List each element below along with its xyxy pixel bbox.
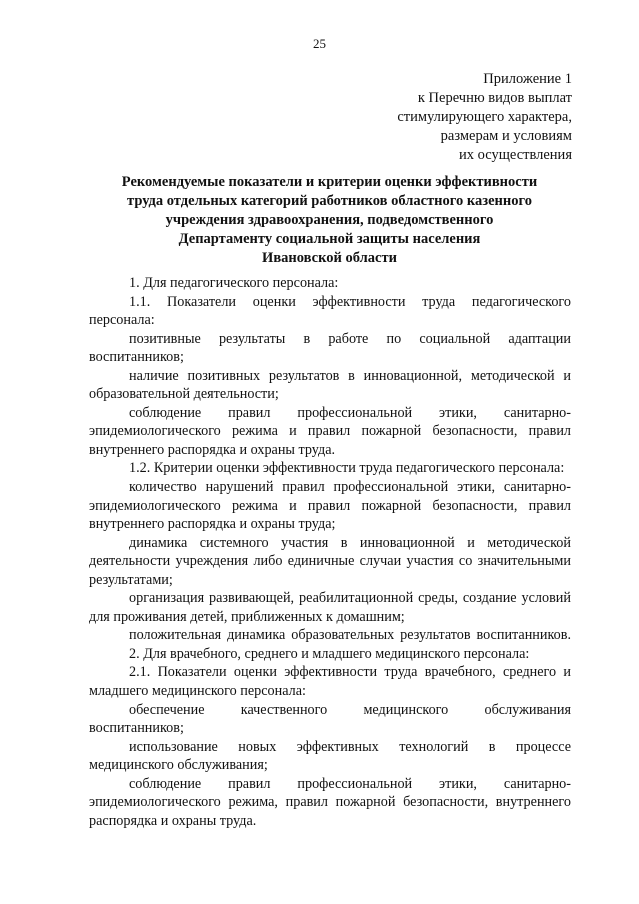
list-item: соблюдение правил профессиональной этики, санитарно-эпидемиологического режима и правил пожарной безопасности, правил внутреннего распорядка и охраны труда. [89,404,571,458]
title-line: Рекомендуемые показатели и критерии оценки эффективности [121,174,538,190]
list-item: положительная динамика образовательных результатов воспитанников. [129,627,571,644]
document-title [88,173,571,268]
appendix-line: их осуществления [459,147,572,163]
subsection-heading: 2.1. Показатели оценки эффективности труда врачебного, среднего и младшего медицинского персонала: [89,664,571,700]
title-line: труда отдельных категорий работников областного казенного [127,193,532,209]
appendix-line: Приложение 1 [483,71,572,87]
appendix-line: к Перечню видов выплат [417,90,572,106]
list-item: организация развивающей, реабилитационной среды, создание условий для проживания детей, приближенных к домашним; [89,590,571,625]
section-heading: 2. Для врачебного, среднего и младшего медицинского персонала: [129,645,530,662]
subsection-heading: 1.2. Критерии оценки эффективности труда педагогического персонала: [129,460,565,477]
subsection-heading: 1.1. Показатели оценки эффективности труда педагогического персонала: [89,293,571,329]
list-item: динамика системного участия в инновационной и методической деятельности учреждения либо единичные случаи участия со значительными результатами; [89,534,571,588]
list-item: наличие позитивных результатов в инновационной, методической и образовательной деятельности; [89,367,571,403]
appendix-line: стимулирующего характера, [397,109,572,125]
appendix-header [397,70,572,165]
list-item: использование новых эффективных технологий в процессе медицинского обслуживания; [89,738,571,774]
appendix-line: размерам и условиям [440,128,572,144]
document-body [89,274,571,830]
list-item: соблюдение правил профессиональной этики, санитарно-эпидемиологического режима, правил пожарной безопасности, внутреннего распорядка и охраны труда. [89,775,571,829]
title-line: Департаменту социальной защиты населения [178,231,481,247]
list-item: позитивные результаты в работе по социальной адаптации воспитанников; [89,330,571,366]
page-number: 25 [313,36,326,51]
title-line: Ивановской области [262,250,397,266]
section-heading: 1. Для педагогического персонала: [129,275,339,291]
list-item: количество нарушений правил профессиональной этики, санитарно-эпидемиологического режима и правил пожарной безопасности, правил внутреннего распорядка и охраны труда; [89,479,571,533]
list-item: обеспечение качественного медицинского обслуживания воспитанников; [89,701,571,737]
title-line: учреждения здравоохранения, подведомственного [165,212,494,228]
